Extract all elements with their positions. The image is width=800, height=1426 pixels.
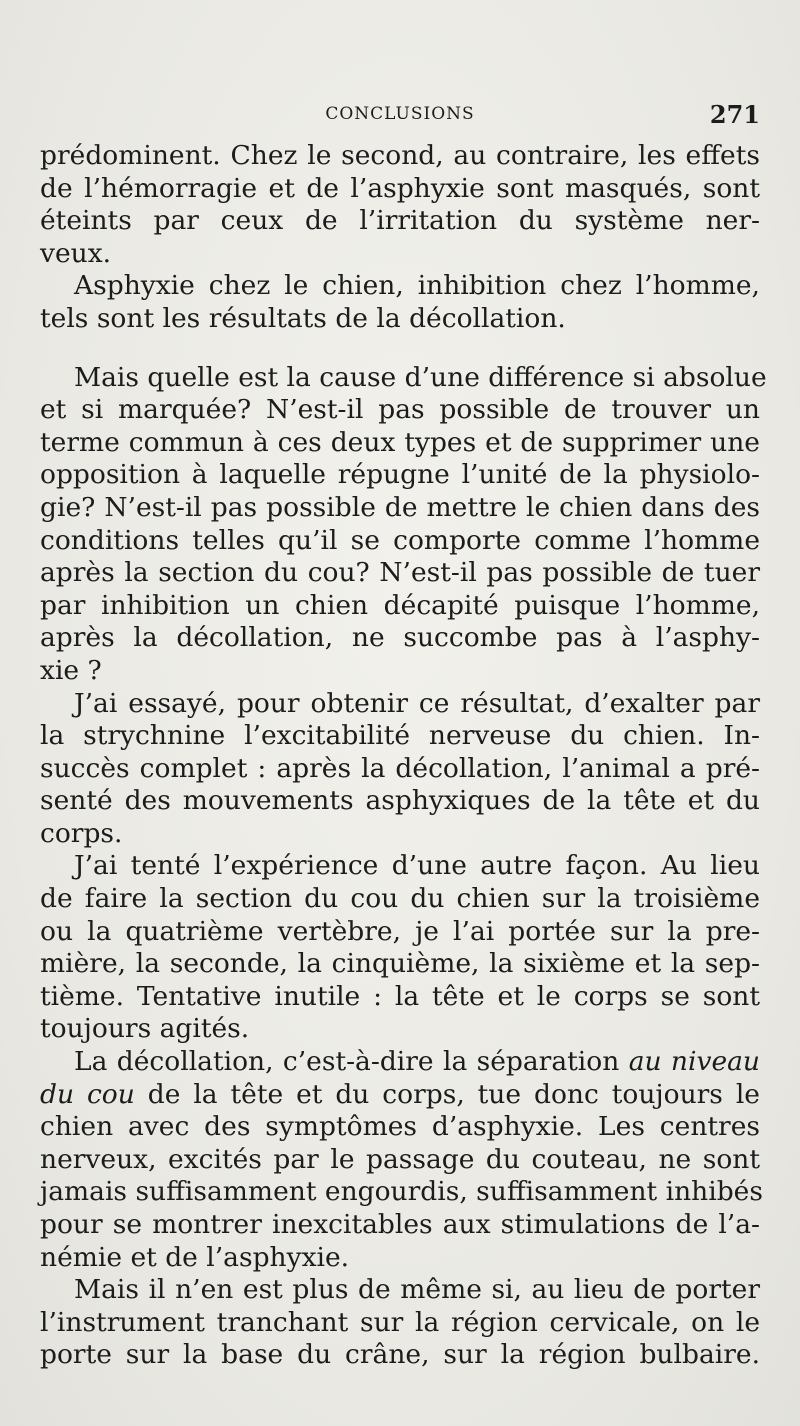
running-head [40,100,760,130]
text-line: jamais suffisamment engourdis, suffisamment inhibés [40,1176,763,1208]
text-run: de la tête et du corps, tue donc toujours le [147,1078,760,1110]
text-line: gie? N’est-il pas possible de mettre le chien dans des [40,491,760,523]
text-line: nerveux, excités par le passage du couteau, ne sont [40,1143,760,1175]
body-text [40,140,767,1372]
text-line: toujours agités. [40,1013,250,1045]
text-line: succès complet : après la décollation, l’animal a pré- [40,752,760,784]
text-line: Mais il n’en est plus de même si, au lieu de porter [74,1274,760,1306]
text-line: prédominent. Chez le second, au contraire, les effets [40,140,760,171]
text-line: de l’hémorragie et de l’asphyxie sont masqués, sont [40,172,760,204]
text-line: Mais quelle est la cause d’une différence si absolue [74,361,767,393]
text-line: xie ? [40,654,102,686]
text-line: porte sur la base du crâne, sur la région bulbaire. [40,1339,760,1371]
text-line: terme commun à ces deux types et de supprimer une [40,426,760,458]
text-line: J’ai essayé, pour obtenir ce résultat, d’exalter par [74,687,760,719]
text-line: némie et de l’asphyxie. [40,1241,350,1273]
italic-text: au niveau [628,1046,760,1078]
text-line: conditions telles qu’il se comporte comme l’homme [40,524,760,556]
text-line: tième. Tentative inutile : la tête et le corps se sont [40,980,760,1012]
text-line: ou la quatrième vertèbre, je l’ai portée sur la pre- [40,915,760,947]
page-number: 271 [709,100,760,129]
text-line: et si marquée? N’est-il pas possible de trouver un [40,394,760,426]
section-break [40,336,760,362]
text-run: La décollation, c’est-à-dire la séparation [74,1046,620,1078]
text-line: après la décollation, ne succombe pas à l’asphy- [40,622,760,654]
text-line [40,1046,760,1079]
text-line: J’ai tenté l’expérience d’une autre façon. Au lieu [74,850,760,882]
text-line: pour se montrer inexcitables aux stimulations de l’a- [40,1209,760,1240]
text-line: Asphyxie chez le chien, inhibition chez l’homme, [74,270,760,302]
chapter-title: CONCLUSIONS [325,104,475,124]
text-line: tels sont les résultats de la décollation. [40,302,566,334]
text-line [40,1079,760,1112]
italic-text: du cou [40,1078,135,1110]
text-line: veux. [40,237,112,269]
text-line: opposition à laquelle répugne l’unité de la physiolo- [40,459,760,491]
text-line: chien avec des symptômes d’asphyxie. Les centres [40,1111,760,1143]
text-line: éteints par ceux de l’irritation du système ner- [40,205,760,237]
text-line: par inhibition un chien décapité puisque l’homme, [40,589,760,621]
text-line: mière, la seconde, la cinquième, la sixième et la sep- [40,948,760,980]
text-line: l’instrument tranchant sur la région cervicale, on le [40,1306,760,1338]
text-line: après la section du cou? N’est-il pas possible de tuer [40,557,760,589]
text-line: la strychnine l’excitabilité nerveuse du chien. In- [40,720,760,752]
text-line: de faire la section du cou du chien sur la troisième [40,883,760,915]
text-line: senté des mouvements asphyxiques de la tête et du [40,785,760,817]
text-line: corps. [40,817,123,849]
